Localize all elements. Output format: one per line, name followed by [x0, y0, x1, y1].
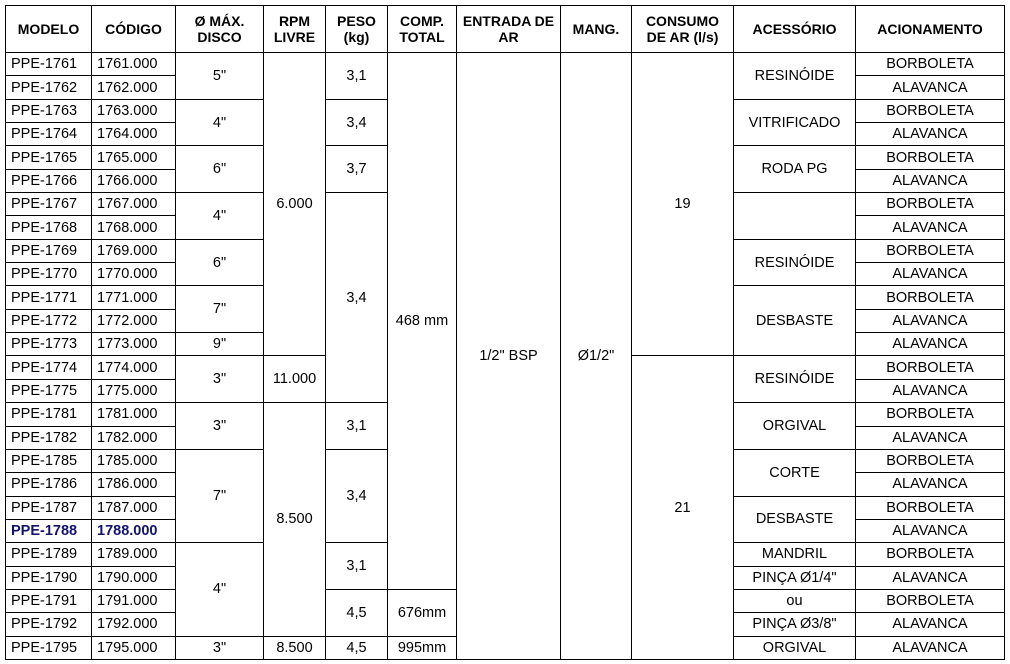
- disc-cell: 6": [176, 239, 264, 286]
- model-cell: PPE-1786: [6, 473, 92, 496]
- code-cell: 1795.000: [92, 636, 176, 659]
- header-entrada-ar: ENTRADA DE AR: [457, 6, 561, 53]
- actuation-cell: ALAVANCA: [856, 123, 1005, 146]
- accessory-cell: RESINÓIDE: [734, 356, 856, 403]
- accessory-cell: DESBASTE: [734, 496, 856, 543]
- rpm-cell: 8.500: [264, 636, 326, 659]
- rpm-cell: 6.000: [264, 53, 326, 356]
- air-inlet-cell: 1/2" BSP: [457, 53, 561, 660]
- actuation-cell: ALAVANCA: [856, 216, 1005, 239]
- header-comp-total: COMP. TOTAL: [388, 6, 457, 53]
- model-cell: PPE-1762: [6, 76, 92, 99]
- code-cell: 1787.000: [92, 496, 176, 519]
- header-consumo: CONSUMO DE AR (l/s): [632, 6, 734, 53]
- model-cell: PPE-1790: [6, 566, 92, 589]
- model-cell: PPE-1763: [6, 99, 92, 122]
- accessory-cell: RESINÓIDE: [734, 239, 856, 286]
- accessory-cell: ORGIVAL: [734, 636, 856, 659]
- model-cell: PPE-1775: [6, 379, 92, 402]
- weight-cell: 3,1: [326, 543, 388, 590]
- code-cell: 1792.000: [92, 613, 176, 636]
- actuation-cell: ALAVANCA: [856, 76, 1005, 99]
- actuation-cell: BORBOLETA: [856, 403, 1005, 426]
- header-peso: PESO (kg): [326, 6, 388, 53]
- spec-table: [5, 5, 1005, 660]
- code-cell: 1771.000: [92, 286, 176, 309]
- rpm-cell: 8.500: [264, 403, 326, 636]
- accessory-cell: MANDRIL: [734, 543, 856, 566]
- disc-cell: 7": [176, 286, 264, 333]
- header-mang: MANG.: [561, 6, 632, 53]
- header-row: [6, 6, 1005, 53]
- actuation-cell: BORBOLETA: [856, 239, 1005, 262]
- actuation-cell: BORBOLETA: [856, 496, 1005, 519]
- code-cell: 1762.000: [92, 76, 176, 99]
- weight-cell: 3,4: [326, 193, 388, 403]
- code-cell: 1763.000: [92, 99, 176, 122]
- actuation-cell: ALAVANCA: [856, 473, 1005, 496]
- weight-cell: 3,1: [326, 53, 388, 100]
- weight-cell: 3,7: [326, 146, 388, 193]
- accessory-cell: CORTE: [734, 449, 856, 496]
- disc-cell: 3": [176, 403, 264, 450]
- code-cell: 1765.000: [92, 146, 176, 169]
- model-cell: PPE-1767: [6, 193, 92, 216]
- actuation-cell: ALAVANCA: [856, 379, 1005, 402]
- spec-table-body: [6, 53, 1005, 660]
- disc-cell: 3": [176, 356, 264, 403]
- disc-cell: 5": [176, 53, 264, 100]
- actuation-cell: BORBOLETA: [856, 589, 1005, 612]
- actuation-cell: BORBOLETA: [856, 99, 1005, 122]
- actuation-cell: ALAVANCA: [856, 333, 1005, 356]
- accessory-cell: PINÇA Ø1/4": [734, 566, 856, 589]
- accessory-cell: ORGIVAL: [734, 403, 856, 450]
- code-cell: 1764.000: [92, 123, 176, 146]
- actuation-cell: ALAVANCA: [856, 519, 1005, 542]
- code-cell: 1774.000: [92, 356, 176, 379]
- header-modelo: MODELO: [6, 6, 92, 53]
- code-cell: 1770.000: [92, 263, 176, 286]
- code-cell: 1767.000: [92, 193, 176, 216]
- model-cell: PPE-1781: [6, 403, 92, 426]
- actuation-cell: ALAVANCA: [856, 169, 1005, 192]
- length-cell: 468 mm: [388, 53, 457, 590]
- model-cell: PPE-1766: [6, 169, 92, 192]
- hose-cell: Ø1/2": [561, 53, 632, 660]
- table-row: [6, 53, 1005, 76]
- actuation-cell: ALAVANCA: [856, 613, 1005, 636]
- model-cell: PPE-1765: [6, 146, 92, 169]
- actuation-cell: ALAVANCA: [856, 309, 1005, 332]
- weight-cell: 4,5: [326, 636, 388, 659]
- actuation-cell: ALAVANCA: [856, 426, 1005, 449]
- model-cell: PPE-1774: [6, 356, 92, 379]
- disc-cell: 4": [176, 99, 264, 146]
- length-cell: 995mm: [388, 636, 457, 659]
- actuation-cell: BORBOLETA: [856, 146, 1005, 169]
- accessory-cell: RESINÓIDE: [734, 53, 856, 100]
- accessory-cell: RODA PG: [734, 146, 856, 193]
- model-cell: PPE-1768: [6, 216, 92, 239]
- model-cell: PPE-1792: [6, 613, 92, 636]
- code-cell: 1768.000: [92, 216, 176, 239]
- header-codigo: CÓDIGO: [92, 6, 176, 53]
- model-cell: PPE-1785: [6, 449, 92, 472]
- consumption-cell: 21: [632, 356, 734, 660]
- model-cell: PPE-1773: [6, 333, 92, 356]
- model-cell: PPE-1769: [6, 239, 92, 262]
- code-cell: 1788.000: [92, 519, 176, 542]
- weight-cell: 3,1: [326, 403, 388, 450]
- actuation-cell: BORBOLETA: [856, 449, 1005, 472]
- code-cell: 1789.000: [92, 543, 176, 566]
- code-cell: 1781.000: [92, 403, 176, 426]
- actuation-cell: ALAVANCA: [856, 566, 1005, 589]
- code-cell: 1790.000: [92, 566, 176, 589]
- disc-cell: 4": [176, 543, 264, 636]
- weight-cell: 3,4: [326, 99, 388, 146]
- model-cell: PPE-1761: [6, 53, 92, 76]
- actuation-cell: ALAVANCA: [856, 636, 1005, 659]
- accessory-cell: ou: [734, 589, 856, 612]
- code-cell: 1782.000: [92, 426, 176, 449]
- header-acionamento: ACIONAMENTO: [856, 6, 1005, 53]
- model-cell: PPE-1782: [6, 426, 92, 449]
- model-cell: PPE-1771: [6, 286, 92, 309]
- code-cell: 1791.000: [92, 589, 176, 612]
- code-cell: 1775.000: [92, 379, 176, 402]
- model-cell: PPE-1788: [6, 519, 92, 542]
- header-rpm: RPM LIVRE: [264, 6, 326, 53]
- code-cell: 1773.000: [92, 333, 176, 356]
- model-cell: PPE-1795: [6, 636, 92, 659]
- length-cell: 676mm: [388, 589, 457, 636]
- model-cell: PPE-1787: [6, 496, 92, 519]
- disc-cell: 4": [176, 193, 264, 240]
- consumption-cell: 19: [632, 53, 734, 356]
- disc-cell: 6": [176, 146, 264, 193]
- actuation-cell: BORBOLETA: [856, 53, 1005, 76]
- accessory-cell: PINÇA Ø3/8": [734, 613, 856, 636]
- code-cell: 1772.000: [92, 309, 176, 332]
- disc-cell: 9": [176, 333, 264, 356]
- accessory-cell: VITRIFICADO: [734, 99, 856, 146]
- model-cell: PPE-1791: [6, 589, 92, 612]
- code-cell: 1786.000: [92, 473, 176, 496]
- actuation-cell: BORBOLETA: [856, 356, 1005, 379]
- model-cell: PPE-1789: [6, 543, 92, 566]
- accessory-cell: DESBASTE: [734, 286, 856, 356]
- actuation-cell: BORBOLETA: [856, 286, 1005, 309]
- actuation-cell: BORBOLETA: [856, 543, 1005, 566]
- accessory-cell: [734, 193, 856, 240]
- code-cell: 1785.000: [92, 449, 176, 472]
- code-cell: 1761.000: [92, 53, 176, 76]
- header-acessorio: ACESSÓRIO: [734, 6, 856, 53]
- actuation-cell: ALAVANCA: [856, 263, 1005, 286]
- weight-cell: 3,4: [326, 449, 388, 542]
- weight-cell: 4,5: [326, 589, 388, 636]
- rpm-cell: 11.000: [264, 356, 326, 403]
- header-disco: Ø MÁX. DISCO: [176, 6, 264, 53]
- disc-cell: 3": [176, 636, 264, 659]
- model-cell: PPE-1770: [6, 263, 92, 286]
- actuation-cell: BORBOLETA: [856, 193, 1005, 216]
- model-cell: PPE-1764: [6, 123, 92, 146]
- code-cell: 1769.000: [92, 239, 176, 262]
- code-cell: 1766.000: [92, 169, 176, 192]
- disc-cell: 7": [176, 449, 264, 542]
- model-cell: PPE-1772: [6, 309, 92, 332]
